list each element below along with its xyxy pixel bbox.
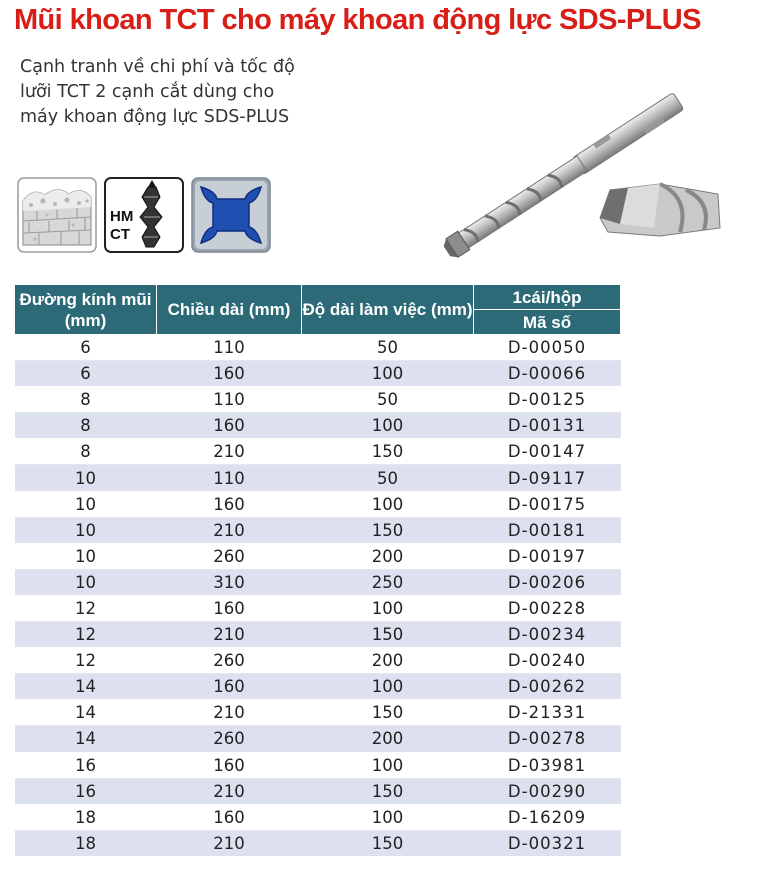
page-title: Mũi khoan TCT cho máy khoan động lực SDS-PLUS	[14, 4, 701, 36]
cell-working: 50	[302, 335, 474, 361]
description-line: Cạnh tranh về chi phí và tốc độ	[20, 57, 295, 77]
cell-diameter: 10	[15, 543, 157, 569]
cell-diameter: 18	[15, 830, 157, 856]
cell-length: 210	[157, 778, 302, 804]
cell-length: 210	[157, 830, 302, 856]
cell-length: 210	[157, 700, 302, 726]
cell-code: D-00206	[474, 569, 621, 595]
concrete-icon	[17, 177, 97, 253]
cell-length: 110	[157, 335, 302, 361]
ct-label: CT	[110, 226, 130, 243]
table-row	[15, 517, 621, 543]
header-code: Mã số	[474, 310, 621, 335]
cell-working: 100	[302, 361, 474, 387]
product-description	[20, 55, 340, 130]
cell-length: 160	[157, 491, 302, 517]
table-row	[15, 439, 621, 465]
cell-diameter: 8	[15, 387, 157, 413]
drill-bit-image	[432, 48, 732, 268]
cell-length: 110	[157, 465, 302, 491]
cell-code: D-00228	[474, 595, 621, 621]
cell-length: 160	[157, 804, 302, 830]
cell-working: 100	[302, 491, 474, 517]
cell-diameter: 6	[15, 335, 157, 361]
cell-length: 160	[157, 595, 302, 621]
cell-code: D-00066	[474, 361, 621, 387]
cell-length: 160	[157, 752, 302, 778]
hmct-carbide-icon	[104, 177, 184, 253]
cell-length: 210	[157, 517, 302, 543]
cell-code: D-00181	[474, 517, 621, 543]
cell-working: 200	[302, 648, 474, 674]
cell-working: 150	[302, 439, 474, 465]
cell-length: 260	[157, 543, 302, 569]
table-row	[15, 648, 621, 674]
cell-code: D-09117	[474, 465, 621, 491]
cell-code: D-00131	[474, 413, 621, 439]
cell-code: D-00175	[474, 491, 621, 517]
cell-code: D-00321	[474, 830, 621, 856]
table-row	[15, 700, 621, 726]
cell-length: 260	[157, 648, 302, 674]
cross-tip-icon	[191, 177, 271, 253]
table-row	[15, 674, 621, 700]
cell-diameter: 12	[15, 595, 157, 621]
cell-working: 100	[302, 752, 474, 778]
table-row	[15, 387, 621, 413]
cell-code: D-00234	[474, 622, 621, 648]
cell-diameter: 10	[15, 517, 157, 543]
cell-length: 160	[157, 674, 302, 700]
cell-diameter: 12	[15, 648, 157, 674]
cell-working: 150	[302, 830, 474, 856]
table-body	[15, 335, 621, 857]
cell-working: 100	[302, 804, 474, 830]
cell-length: 110	[157, 387, 302, 413]
cell-working: 150	[302, 517, 474, 543]
cell-length: 260	[157, 726, 302, 752]
cell-code: D-16209	[474, 804, 621, 830]
cell-working: 100	[302, 674, 474, 700]
cell-code: D-03981	[474, 752, 621, 778]
cell-code: D-00278	[474, 726, 621, 752]
cell-working: 150	[302, 778, 474, 804]
table-row	[15, 595, 621, 621]
description-line: máy khoan động lực SDS-PLUS	[20, 107, 290, 127]
cell-code: D-00240	[474, 648, 621, 674]
table-row	[15, 569, 621, 595]
table-row	[15, 830, 621, 856]
cell-length: 160	[157, 361, 302, 387]
cell-diameter: 12	[15, 622, 157, 648]
cell-code: D-00050	[474, 335, 621, 361]
table-row	[15, 778, 621, 804]
header-diameter: Đường kính mũi (mm)	[15, 285, 157, 335]
cell-diameter: 10	[15, 491, 157, 517]
cell-diameter: 16	[15, 778, 157, 804]
cell-diameter: 8	[15, 413, 157, 439]
table-row	[15, 726, 621, 752]
table-row	[15, 335, 621, 361]
table-row	[15, 361, 621, 387]
table-row	[15, 543, 621, 569]
cell-diameter: 10	[15, 465, 157, 491]
cell-length: 210	[157, 622, 302, 648]
cell-code: D-00147	[474, 439, 621, 465]
cell-working: 200	[302, 543, 474, 569]
table-row	[15, 491, 621, 517]
cell-working: 150	[302, 700, 474, 726]
cell-diameter: 14	[15, 700, 157, 726]
header-length: Chiều dài (mm)	[157, 285, 302, 335]
hm-label: HM	[110, 208, 134, 225]
table-row	[15, 804, 621, 830]
cell-length: 160	[157, 413, 302, 439]
cell-diameter: 6	[15, 361, 157, 387]
cell-length: 210	[157, 439, 302, 465]
cell-diameter: 14	[15, 726, 157, 752]
spec-table	[14, 284, 621, 857]
cell-code: D-00262	[474, 674, 621, 700]
table-row	[15, 413, 621, 439]
cell-working: 150	[302, 622, 474, 648]
cell-working: 50	[302, 465, 474, 491]
cell-working: 200	[302, 726, 474, 752]
cell-diameter: 18	[15, 804, 157, 830]
cell-diameter: 14	[15, 674, 157, 700]
table-row	[15, 622, 621, 648]
cell-length: 310	[157, 569, 302, 595]
cell-working: 100	[302, 595, 474, 621]
cell-working: 100	[302, 413, 474, 439]
cell-diameter: 8	[15, 439, 157, 465]
cell-code: D-00290	[474, 778, 621, 804]
cell-code: D-00125	[474, 387, 621, 413]
cell-code: D-21331	[474, 700, 621, 726]
header-pack: 1cái/hộp	[474, 285, 621, 310]
header-working-length: Độ dài làm việc (mm)	[302, 285, 474, 335]
description-line: lưỡi TCT 2 cạnh cắt dùng cho	[20, 82, 275, 102]
table-row	[15, 465, 621, 491]
table-row	[15, 752, 621, 778]
cell-working: 50	[302, 387, 474, 413]
cell-code: D-00197	[474, 543, 621, 569]
cell-diameter: 10	[15, 569, 157, 595]
cell-diameter: 16	[15, 752, 157, 778]
cell-working: 250	[302, 569, 474, 595]
